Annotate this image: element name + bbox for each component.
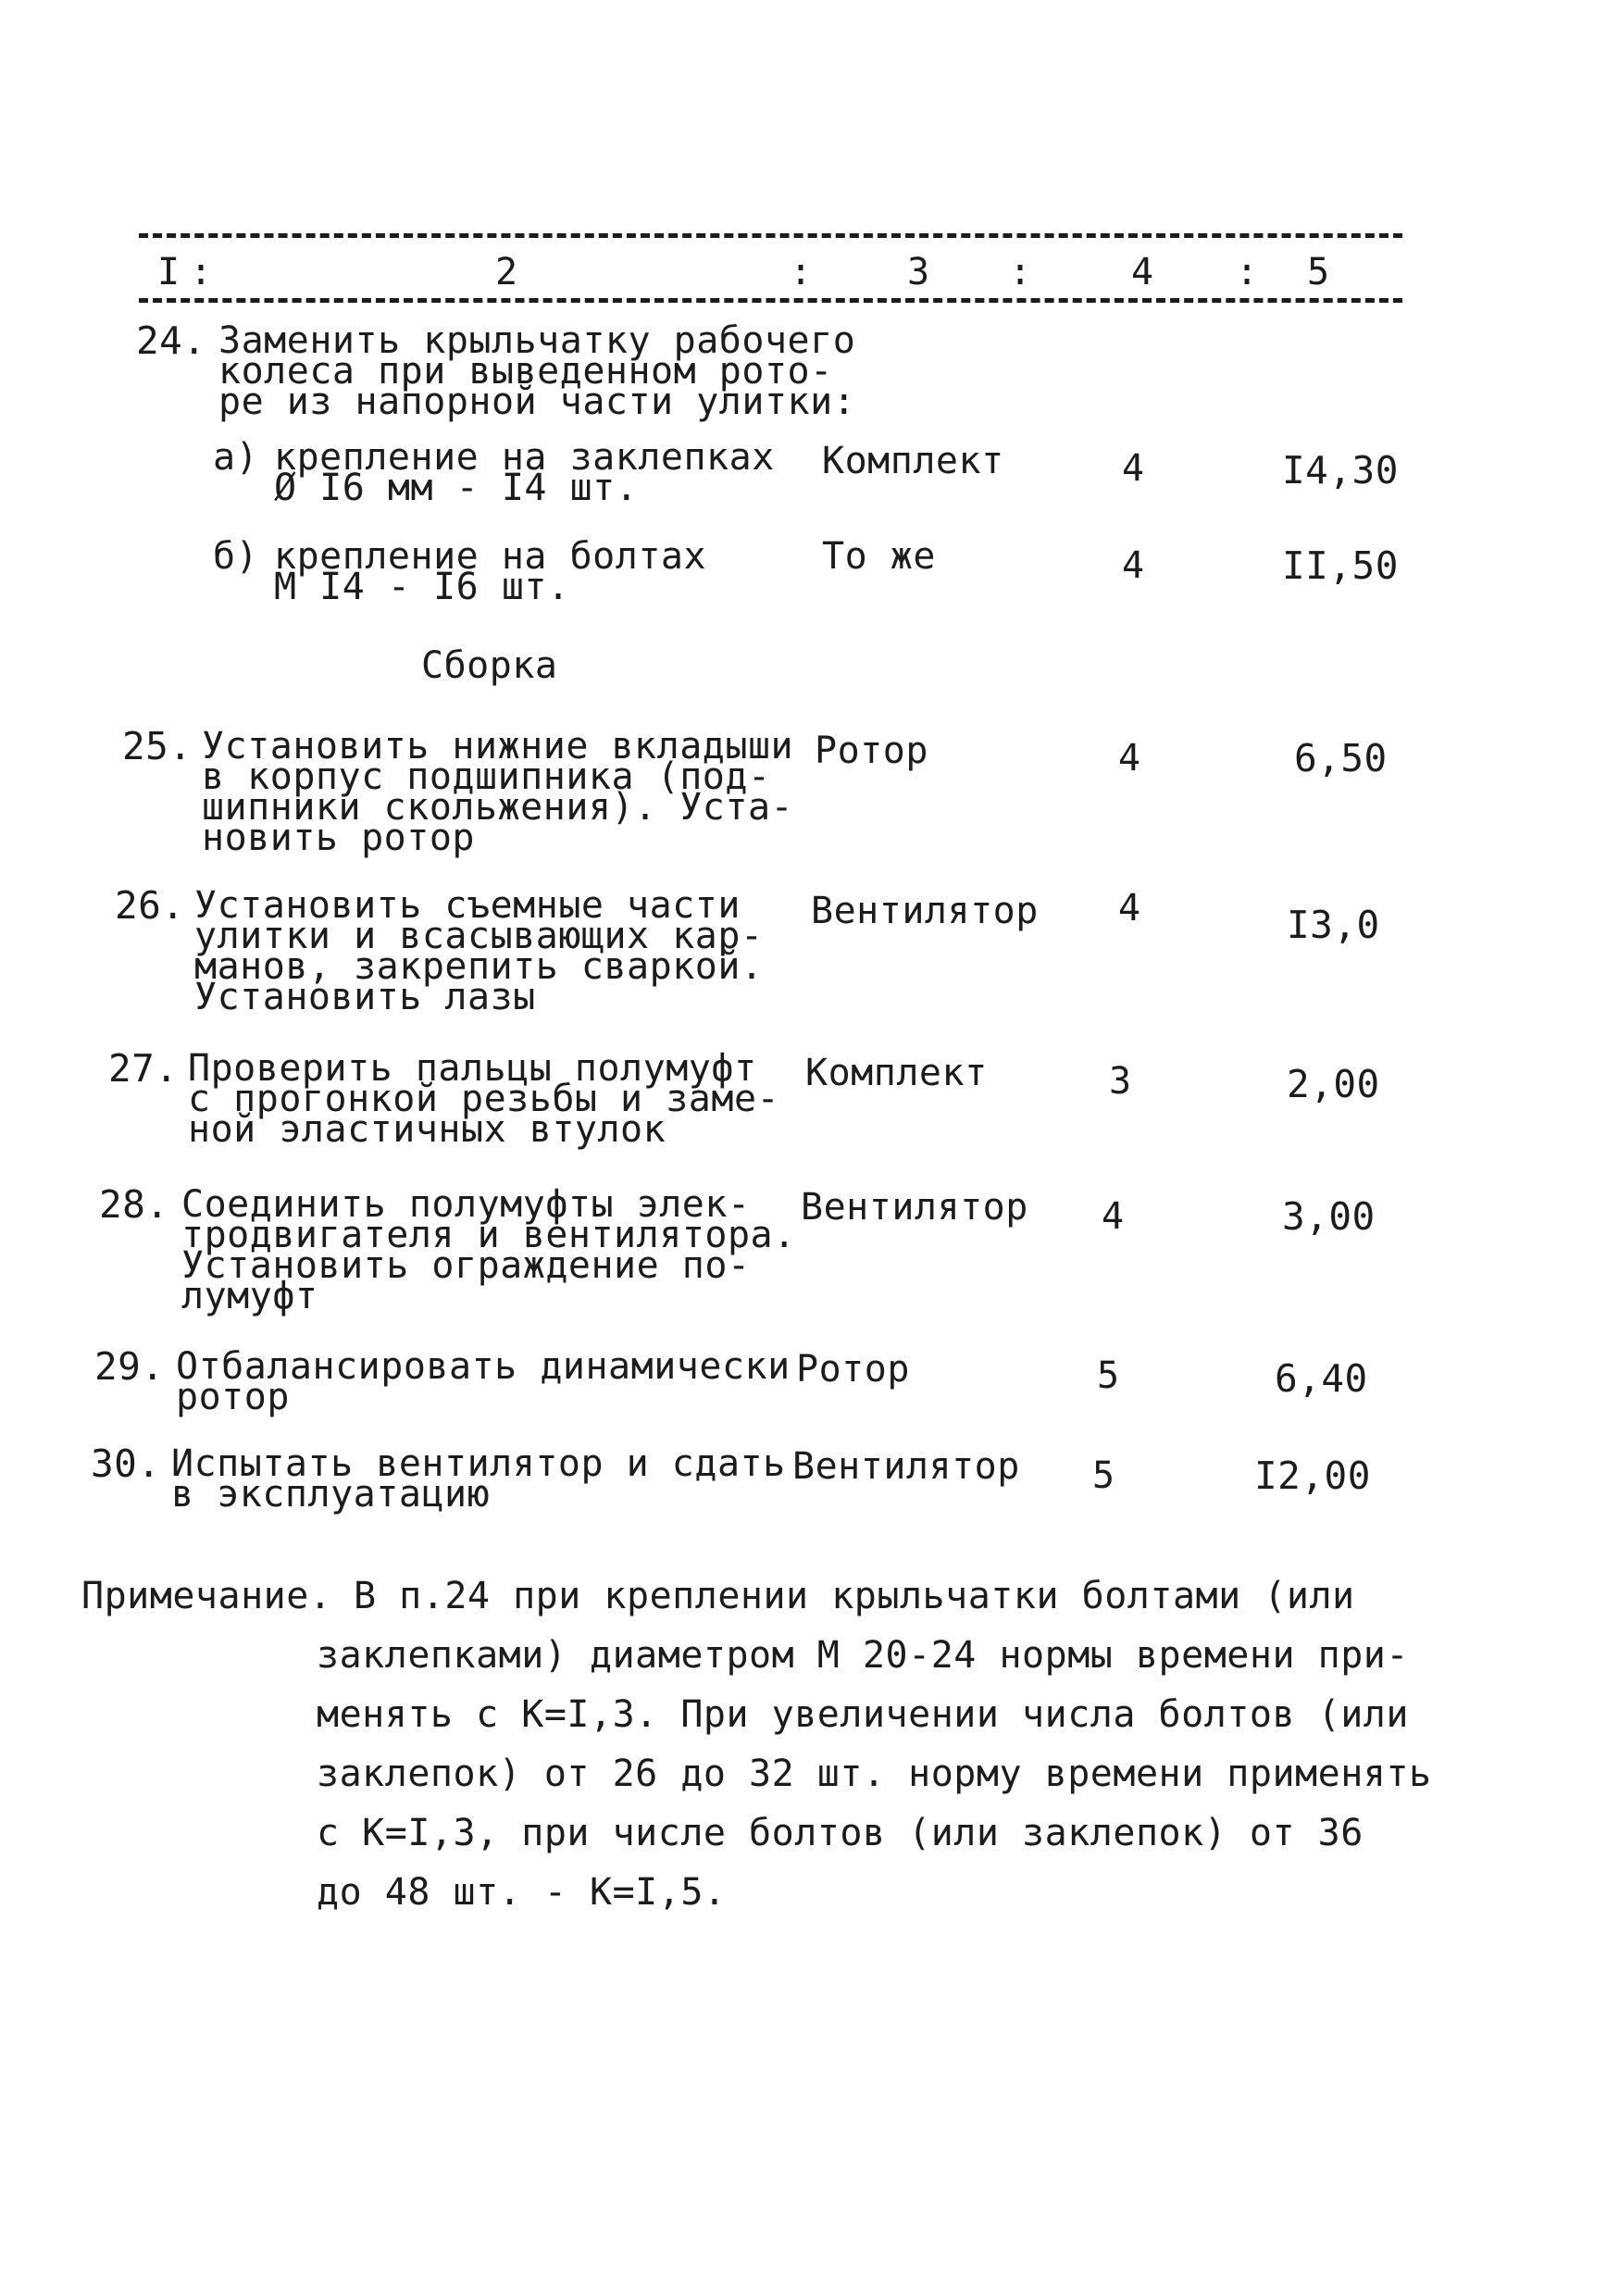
row-unit: Вентилятор [801,1186,1028,1229]
row-time-norm: I4,30 [1282,448,1399,493]
row-number: 27. [108,1046,179,1091]
header-col-4: 4 [1131,251,1154,293]
row-description: Соединить полумуфты элек- тродвигателя и вентилятора. Установить ограждение по- лумуфт [181,1183,796,1317]
row-number: 30. [91,1441,161,1486]
row-number: 29. [94,1344,165,1389]
row-time-norm: 3,00 [1282,1194,1376,1239]
row-description: Установить нижние вкладыши в корпус подшипника (под- шипники скольжения). Уста- новить ротор [202,725,794,859]
row-time-norm: 2,00 [1287,1062,1380,1106]
row-unit: Комплект [822,440,1004,482]
row-unit: Ротор [796,1348,910,1391]
row-unit: Ротор [815,730,928,772]
row-number: 25. [122,724,193,768]
row-time-norm: I2,00 [1254,1454,1371,1498]
row-number: 26. [115,883,185,928]
row-number: 28. [99,1182,169,1227]
row-description: Испытать вентилятор и сдать в эксплуатацию [171,1442,786,1516]
row-category: 5 [1097,1354,1120,1397]
row-category: 5 [1092,1454,1115,1497]
row-description: Установить съемные части улитки и всасывающих кар- манов, закрепить сваркой. Установить лазы [194,884,764,1018]
row-category: 4 [1118,887,1141,930]
row-unit: Комплект [805,1052,988,1094]
header-col-2: 2 [495,251,518,293]
header-top-rule [139,233,1402,238]
header-col-sep: : [1009,251,1032,293]
section-title: Сборка [421,644,558,687]
row-description: Проверить пальцы полумуфт с прогонкой резьбы и заме- ной эластичных втулок [188,1047,780,1151]
note-label: Примечание. [81,1575,332,1617]
header-col-3: 3 [907,251,930,293]
header-col-1: I [157,251,181,293]
subitem-label: а) [213,436,259,479]
row-unit: То же [822,535,936,578]
row-time-norm: 6,50 [1294,736,1388,780]
header-col-5: 5 [1307,251,1330,293]
subitem-label: б) [213,535,259,578]
header-col-sep: : [790,251,813,293]
row-category: 4 [1118,737,1141,780]
row-category: 4 [1122,544,1145,587]
note-first-line: В п.24 при креплении крыльчатки болтами (или [354,1575,1355,1617]
note-text: заклепками) диаметром M 20-24 нормы времени при- менять с К=I,3. При увеличении числа болтов (или заклепок) от 26 до 32 шт. норму времени применять с К=I,3, при числе болтов (или заклепок) от 36 до 48 шт. - К=I,5. [317,1634,1432,1914]
row-time-norm: I3,0 [1287,903,1380,947]
subitem-description: крепление на болтах M I4 - I6 шт. [274,535,707,608]
row-number: 24. [136,318,206,363]
row-unit: Вентилятор [811,890,1039,932]
header-col-sep: : [1236,251,1259,293]
row-time-norm: II,50 [1282,543,1399,588]
row-description: Отбалансировать динамически ротор [176,1345,791,1418]
row-time-norm: 6,40 [1275,1356,1368,1401]
header-bottom-rule [139,298,1402,303]
subitem-description: крепление на заклепках Ø I6 мм - I4 шт. [274,436,775,509]
row-category: 3 [1109,1060,1132,1103]
header-col-sep: : [190,251,213,293]
row-description: Заменить крыльчатку рабочего колеса при выведенном рото- ре из напорной части улитки: [218,319,856,423]
row-unit: Вентилятор [792,1445,1020,1488]
row-category: 4 [1122,447,1145,490]
row-category: 4 [1102,1195,1125,1238]
